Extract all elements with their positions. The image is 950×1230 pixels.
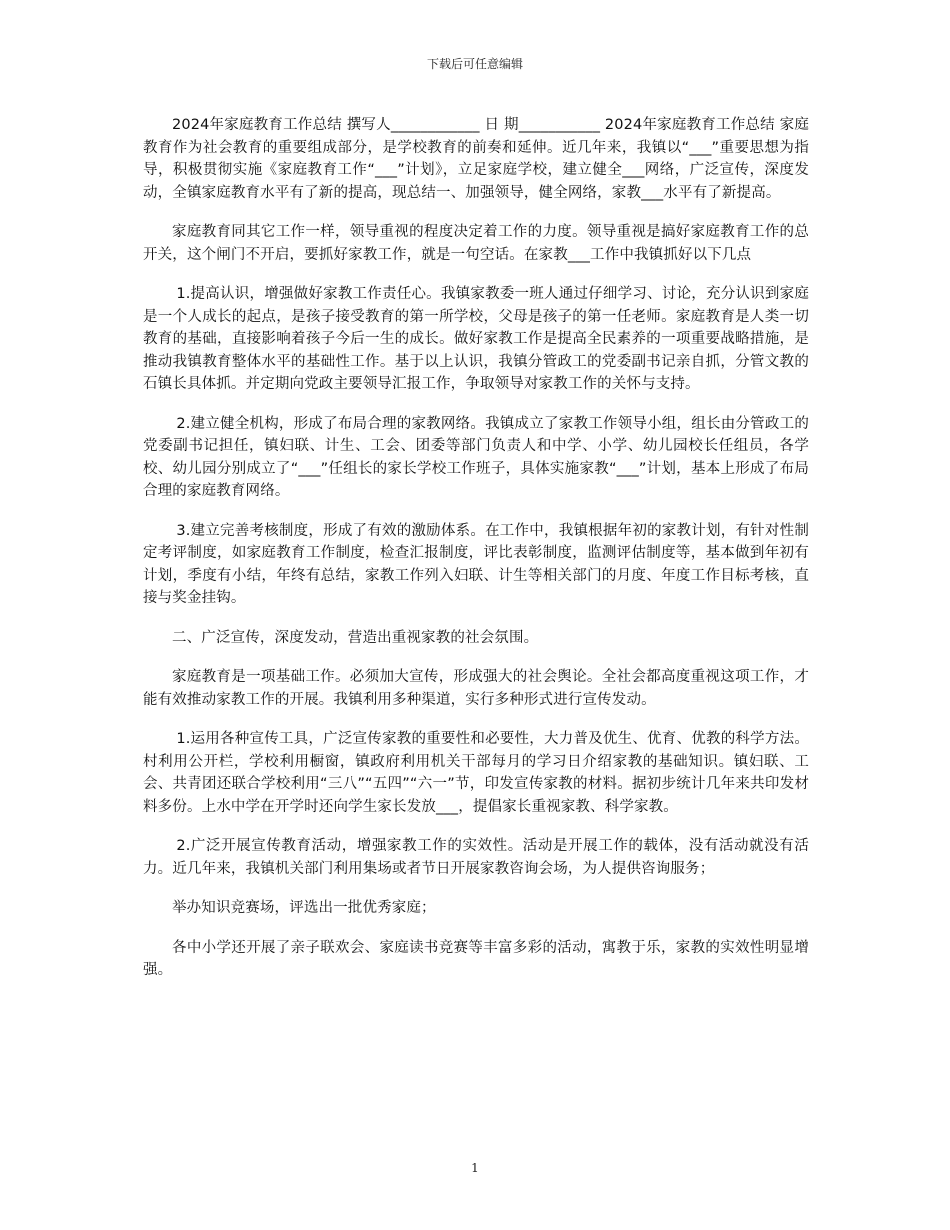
paragraph-item-1: 1.提高认识，增强做好家教工作责任心。我镇家教委一班人通过仔细学习、讨论，充分认识到家庭是一个人成长的起点，是孩子接受教育的第一所学校，父母是孩子的第一任老师。家庭教育是人类一切教育的基础，直接影响着孩子今后一生的成长。做好家教工作是提高全民素养的一项重要战略措施，是推动我镇教育整体水平的基础性工作。基于以上认识，我镇分管政工的党委副书记亲自抓，分管文教的石镇长具体抓。并定期向党政主要领导汇报工作，争取领导对家教工作的关怀与支持。 — [143, 286, 809, 392]
paragraph-publicity-item-1: 1.运用各种宣传工具，广泛宣传家教的重要性和必要性，大力普及优生、优育、优教的科学方法。村利用公开栏，学校利用橱窗，镇政府利用机关干部每月的学习日介绍家教的基础知识。镇妇联、工会、共青团还联合学校利用“三八”“五四”“六一”节，印发宣传家教的材料。据初步统计几年来共印发材料多份。上水中学在开学时还向学生家长发放___，提倡家长重视家教、科学家教。 — [143, 731, 809, 815]
section-heading-2: 二、广泛宣传，深度发动，营造出重视家教的社会氛围。 — [172, 629, 539, 646]
paragraph-item-3: 3.建立完善考核制度，形成了有效的激励体系。在工作中，我镇根据年初的家教计划，有针对性制定考评制度，如家庭教育工作制度，检查汇报制度，评比表彰制度，监测评估制度等，基本做到年初有计划，季度有小结，年终有总结，家教工作列入妇联、计生等相关部门的月度、年度工作目标考核，直接与奖金挂钩。 — [143, 522, 809, 606]
paragraph-activities: 各中小学还开展了亲子联欢会、家庭读书竞赛等丰富多彩的活动，寓教于乐，家教的实效性明显增强。 — [143, 939, 809, 978]
paragraph-contest: 举办知识竞赛场，评选出一批优秀家庭； — [172, 900, 436, 916]
page-header: 下载后可任意编辑 — [426, 57, 523, 71]
page-number: 1 — [471, 1161, 479, 1175]
paragraph-publicity-item-2: 2.广泛开展宣传教育活动，增强家教工作的实效性。活动是开展工作的载体，没有活动就没有活力。近几年来，我镇机关部门利用集场或者节日开展家教咨询会场，为人提供咨询服务； — [143, 838, 809, 877]
paragraph-intro: 2024年家庭教育工作总结 撰写人____________ 日 期___________ 2024年家庭教育工作总结 家庭教育作为社会教育的重要组成部分，是学校教育的前奏和延伸。近几年来，我镇以“___”重要思想为指导，积极贯彻实施《家庭教育工作“___”计划》，立足家庭学校，建立健全___网络，广泛宣传，深度发动，全镇家庭教育水平有了新的提高，现总结一、加强领导，健全网络，家教___水平有了新提高。 — [143, 117, 809, 201]
paragraph-leadership: 家庭教育同其它工作一样，领导重视的程度决定着工作的力度。领导重视是搞好家庭教育工作的总开关，这个闸门不开启，要抓好家教工作，就是一句空话。在家教___工作中我镇抓好以下几点 — [143, 224, 809, 263]
document-body — [143, 114, 809, 999]
paragraph-item-2: 2.建立健全机构，形成了布局合理的家教网络。我镇成立了家教工作领导小组，组长由分管政工的党委副书记担任，镇妇联、计生、工会、团委等部门负责人和中学、小学、幼儿园校长任组员，各学校、幼儿园分别成立了“___”任组长的家长学校工作班子，具体实施家教“___”计划，基本上形成了布局合理的家庭教育网络。 — [143, 415, 809, 499]
paragraph-publicity: 家庭教育是一项基础工作。必须加大宣传，形成强大的社会舆论。全社会都高度重视这项工作，才能有效推动家教工作的开展。我镇利用多种渠道，实行多种形式进行宣传发动。 — [143, 669, 809, 708]
